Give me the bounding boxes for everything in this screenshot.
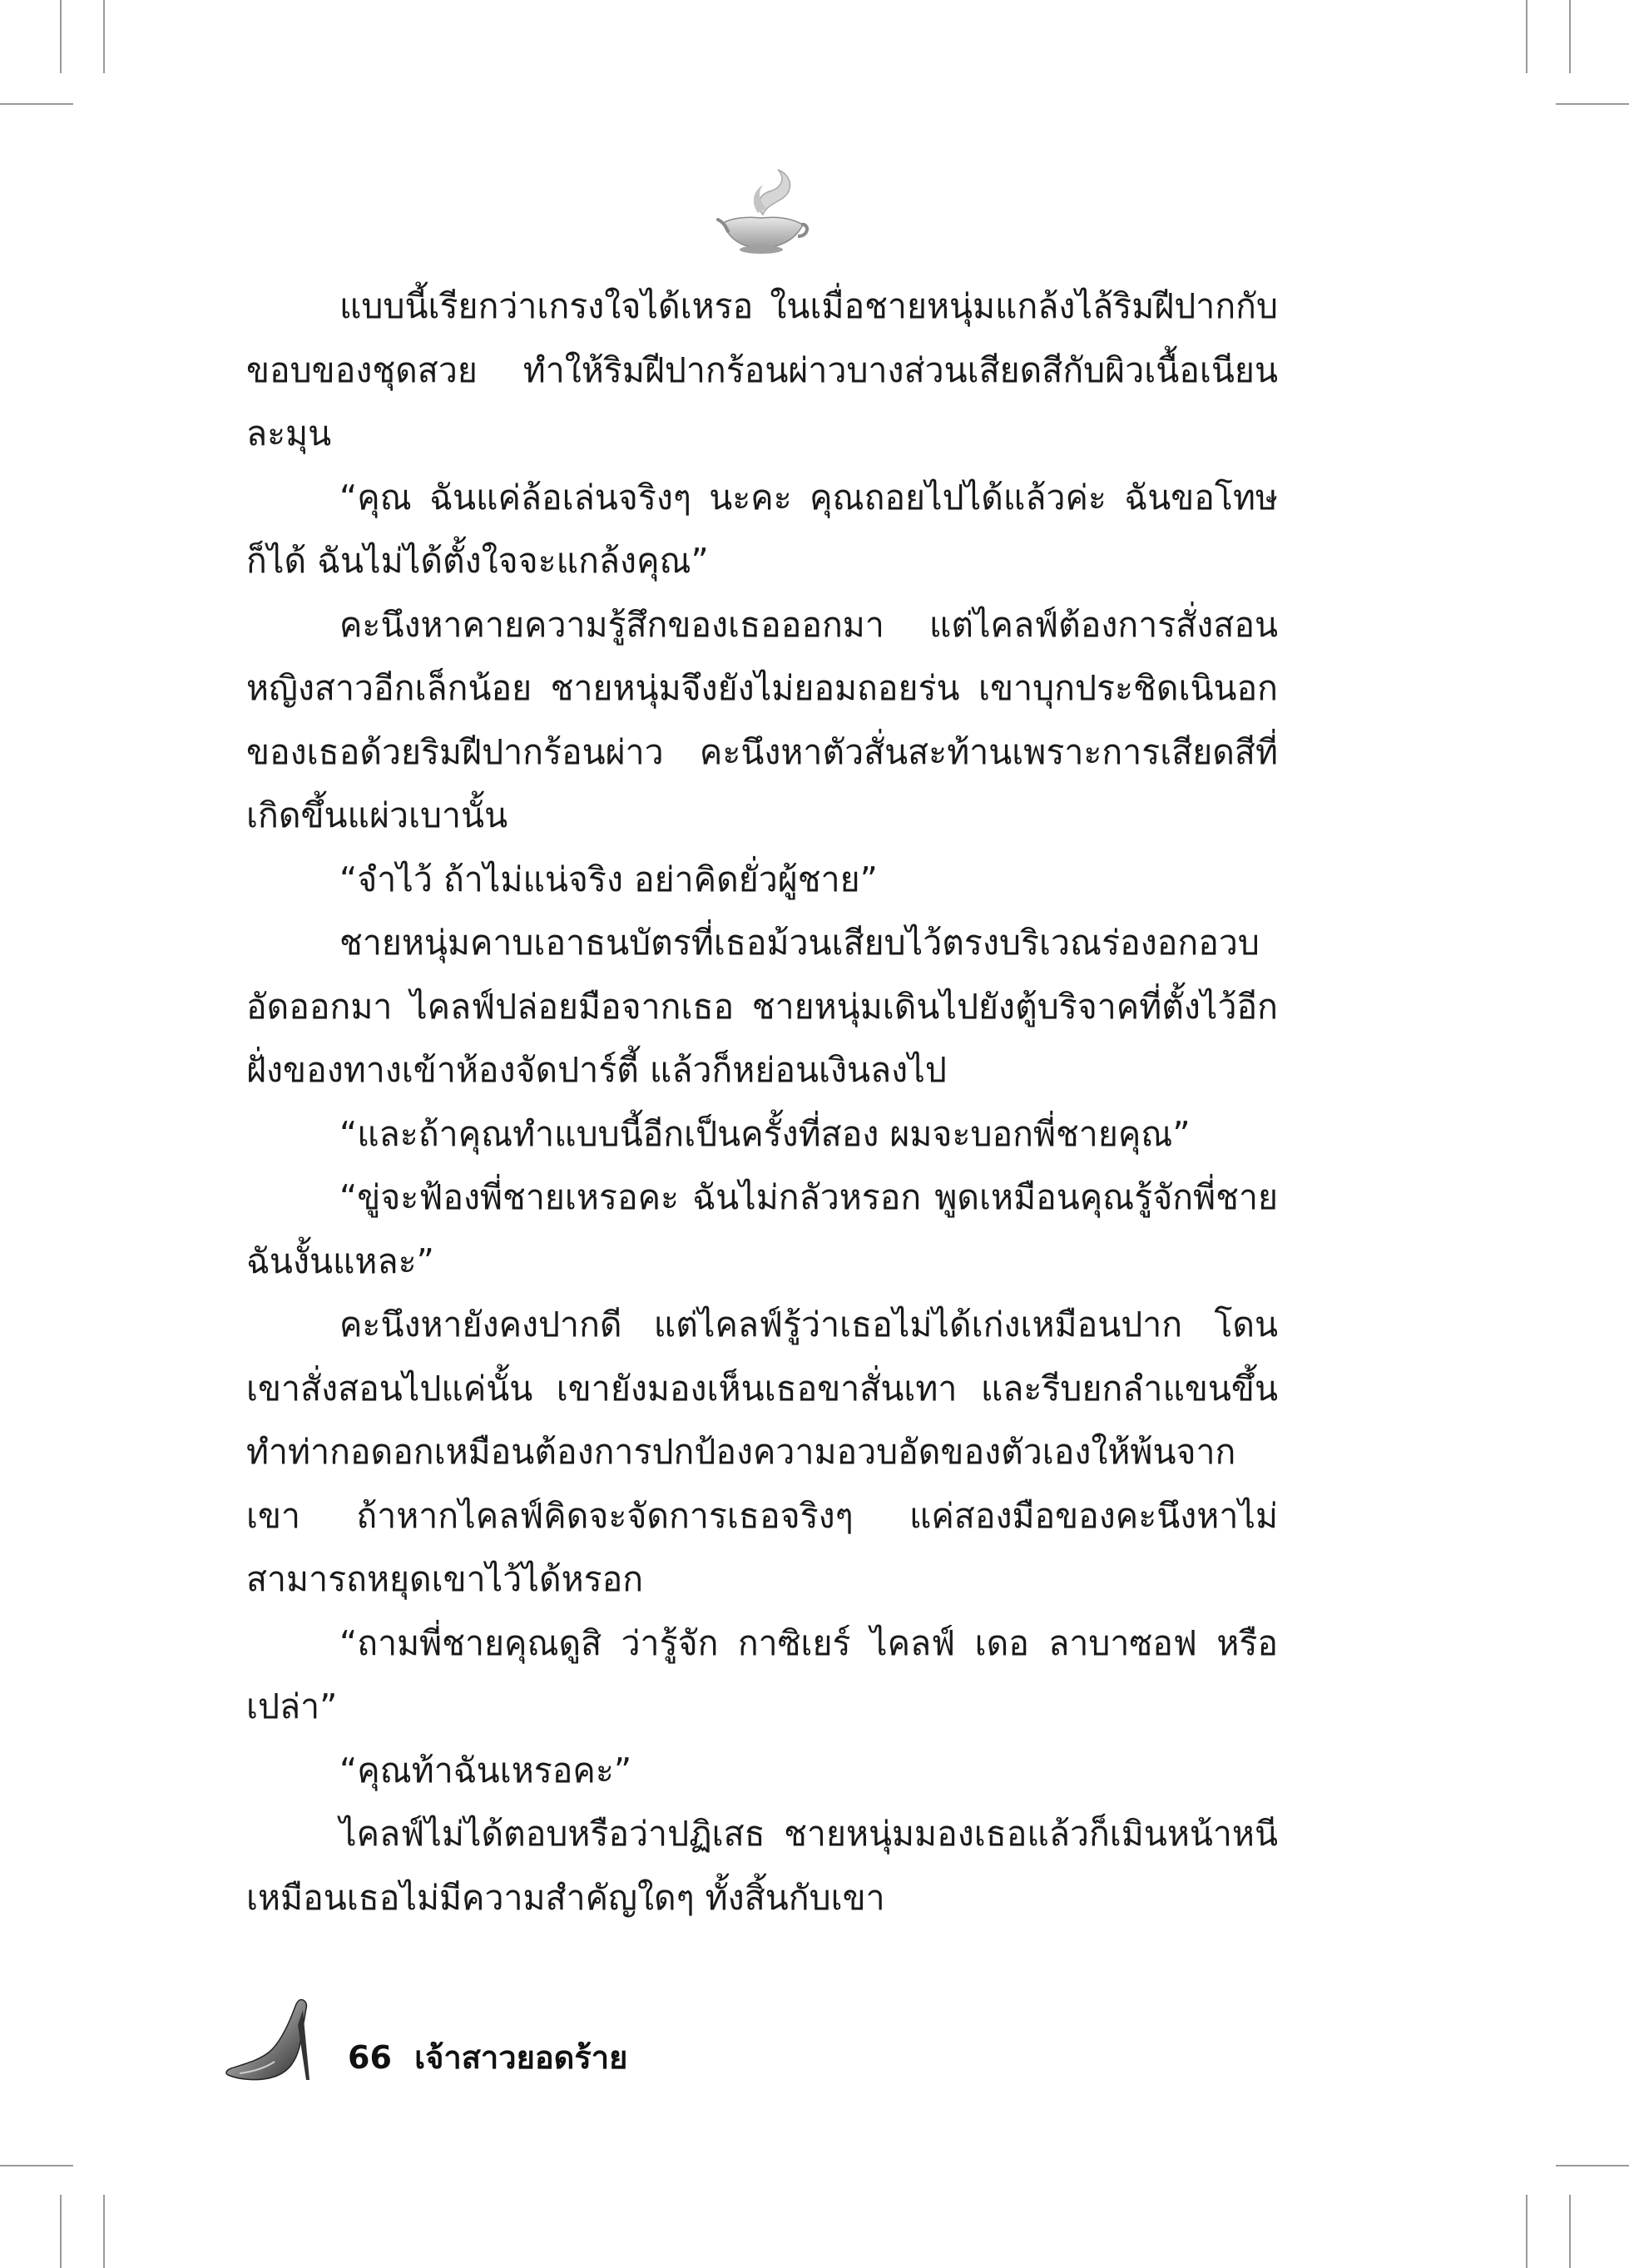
crop-mark [1569, 0, 1571, 73]
crop-mark [1526, 2195, 1527, 2268]
paragraph: “คุณท้าฉันเหรอคะ” [339, 1750, 632, 1790]
crop-mark [0, 2165, 73, 2166]
crop-mark [1526, 0, 1527, 73]
paragraph: แบบนี้เรียกว่าเกรงใจได้เหรอ ในเมื่อชายหนุ่มแกล้งไล้ริมฝีปากกับขอบของชุดสวย ทำให้ริมฝีปากร้อนผ่าวบางส่วนเสียดสีกับผิวเนื้อเนียนละมุน [246, 286, 1278, 453]
crop-mark [1556, 103, 1629, 105]
book-title: เจ้าสาวยอดร้าย [414, 2039, 628, 2076]
paragraph: “คุณ ฉันแค่ล้อเล่นจริงๆ นะคะ คุณถอยไปได้แล้วค่ะ ฉันขอโทษก็ได้ ฉันไม่ได้ตั้งใจจะแกล้งคุณ” [246, 477, 1278, 581]
crop-mark [1556, 2165, 1629, 2166]
crop-mark [1569, 2195, 1571, 2268]
paragraph: คะนึงหายังคงปากดี แต่ไคลฟ์รู้ว่าเธอไม่ได้เก่งเหมือนปาก โดนเขาสั่งสอนไปแค่นั้น เขายังมองเห็นเธอขาสั่นเทา และรีบยกลำแขนขึ้นทำท่ากอดอกเหมือนต้องการปกป้องความอวบอัดของตัวเองให้พ้นจากเขา ถ้าหากไคลฟ์คิดจะจัดการเธอจริงๆ แค่สองมือของคะนึงหาไม่สามารถหยุดเขาไว้ได้หรอก [246, 1305, 1278, 1599]
body-text [246, 275, 1278, 1929]
crop-mark [0, 103, 73, 105]
genie-lamp-icon [711, 165, 811, 256]
page-number: 66 [348, 2039, 392, 2076]
folio [348, 2032, 627, 2082]
paragraph: “และถ้าคุณทำแบบนี้อีกเป็นครั้งที่สอง ผมจะบอกพี่ชายคุณ” [339, 1113, 1191, 1154]
high-heel-shoe-icon [223, 1997, 323, 2088]
crop-mark [103, 0, 105, 73]
paragraph: คะนึงหาคายความรู้สึกของเธอออกมา แต่ไคลฟ์ต้องการสั่งสอนหญิงสาวอีกเล็กน้อย ชายหนุ่มจึงยังไม่ยอมถอยร่น เขาบุกประชิดเนินอกของเธอด้วยริมฝีปากร้อนผ่าว คะนึงหาตัวสั่นสะท้านเพราะการเสียดสีที่เกิดขึ้นแผ่วเบานั้น [246, 604, 1278, 835]
paragraph: ไคลฟ์ไม่ได้ตอบหรือว่าปฏิเสธ ชายหนุ่มมองเธอแล้วก็เมินหน้าหนี เหมือนเธอไม่มีความสำคัญใดๆ ทั้งสิ้นกับเขา [246, 1814, 1278, 1918]
paragraph: “ขู่จะฟ้องพี่ชายเหรอคะ ฉันไม่กลัวหรอก พูดเหมือนคุณรู้จักพี่ชายฉันงั้นแหละ” [246, 1177, 1278, 1281]
page-footer [223, 1997, 889, 2097]
paragraph: “จำไว้ ถ้าไม่แน่จริง อย่าคิดยั่วผู้ชาย” [339, 859, 878, 899]
paragraph: “ถามพี่ชายคุณดูสิ ว่ารู้จัก กาซิเยร์ ไคลฟ์ เดอ ลาบาซอฟ หรือเปล่า” [246, 1622, 1278, 1726]
paragraph: ชายหนุ่มคาบเอาธนบัตรที่เธอม้วนเสียบไว้ตรงบริเวณร่องอกอวบอัดออกมา ไคลฟ์ปล่อยมือจากเธอ ชายหนุ่มเดินไปยังตู้บริจาคที่ตั้งไว้อีกฝั่งของทางเข้าห้องจัดปาร์ตี้ แล้วก็หย่อนเงินลงไป [246, 923, 1278, 1090]
crop-mark [60, 2195, 62, 2268]
crop-mark [60, 0, 62, 73]
crop-mark [103, 2195, 105, 2268]
